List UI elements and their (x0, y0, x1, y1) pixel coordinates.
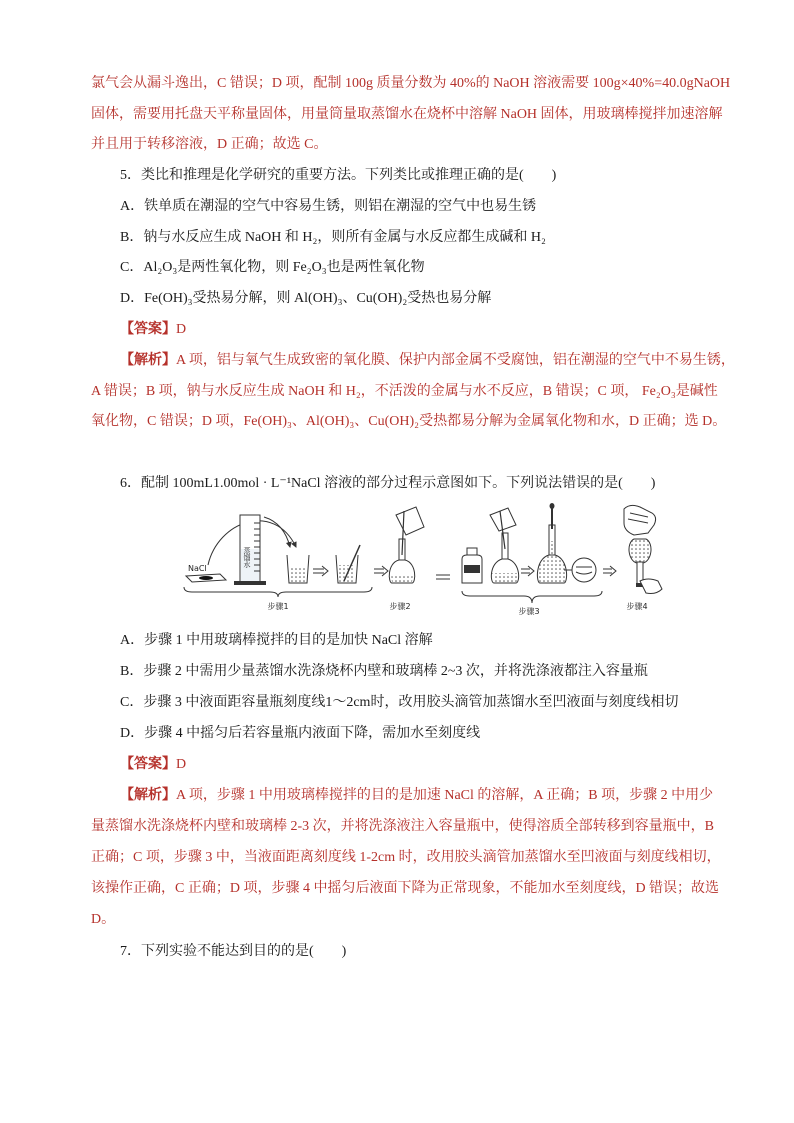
question-5-explanation-line (120, 351, 735, 371)
beaker-empty (287, 555, 309, 583)
prev-explanation-line: 并且用于转移溶液，D 正确；故选 C。 (91, 137, 328, 152)
question-6-answer (120, 755, 186, 775)
step-4-label: 步骤4 (626, 602, 648, 611)
question-6-explanation-line: D。 (91, 912, 116, 927)
explanation-text: A 项，铝与氧气生成致密的氧化膜、保护内部金属不受腐蚀，铝在潮湿的空气中不易生锈， (176, 353, 735, 368)
question-6-option-c: C．步骤 3 中液面距容量瓶刻度线1～2cm时，改用胶头滴管加蒸馏水至凹液面与刻度线相切 (120, 695, 679, 710)
reagent-bottle (462, 548, 482, 583)
explanation-label: 【解析】 (120, 788, 176, 803)
step-4-group (624, 505, 662, 611)
answer-label: 【答案】 (120, 757, 176, 772)
question-6-explanation-line: 正确；C 项，步骤 3 中，当液面距离刻度线 1-2cm 时，改用胶头滴管加蒸馏水至凹液面与刻度线相切， (91, 850, 721, 865)
question-6-option-b: B．步骤 2 中需用少量蒸馏水洗涤烧杯内壁和玻璃棒 2~3 次，并将洗涤液都注入容量瓶 (120, 664, 648, 679)
question-6-option-d: D．步骤 4 中摇匀后若容量瓶内液面下降，需加水至刻度线 (120, 726, 481, 741)
beaker-with-stirring-rod (336, 545, 360, 583)
flask-with-dropper (537, 503, 566, 583)
brace-step-3 (462, 591, 602, 603)
explanation-text: A 项，步骤 1 中用玻璃棒搅拌的目的是加速 NaCl 的溶解，A 正确；B 项，步骤 2 中用少 (176, 788, 714, 803)
question-5-option-d: D．Fe(OH)₃受热易分解，则 Al(OH)₃、Cu(OH)₂受热也易分解 (120, 291, 492, 306)
arrow-right-icon (603, 566, 616, 576)
hand-icon (624, 505, 656, 535)
question-5-option-c: C．Al₂O₃是两性氧化物，则 Fe₂O₃也是两性氧化物 (120, 260, 425, 275)
water-label: 蒸馏水 (243, 547, 251, 568)
answer-label: 【答案】 (120, 322, 176, 337)
step-1-group (184, 515, 372, 611)
watch-glass-nacl (186, 564, 226, 582)
question-5-option-b: B．钠与水反应生成 NaOH 和 H₂，则所有金属与水反应都生成碱和 H₂ (120, 230, 546, 245)
arrow-right-icon (374, 566, 388, 576)
nacl-label: NaCl (188, 564, 207, 573)
question-5-option-a: A．铁单质在潮湿的空气中容易生锈，则铝在潮湿的空气中也易生锈 (120, 199, 537, 214)
question-6-explanation-line: 量蒸馏水洗涤烧杯内壁和玻璃棒 2-3 次，并将洗涤液注入容量瓶中，使得溶质全部转移到容量瓶中，B (91, 819, 714, 834)
brace-step-1 (184, 587, 372, 597)
answer-value: D (176, 757, 187, 772)
question-7-stem: 7．下列实验不能达到目的的是( ) (120, 944, 347, 959)
solution-preparation-figure (178, 503, 668, 618)
question-6-option-a: A．步骤 1 中用玻璃棒搅拌的目的是加快 NaCl 溶解 (120, 633, 433, 648)
step-3-group (462, 503, 602, 616)
question-6-explanation-line: 该操作正确，C 正确；D 项，步骤 4 中摇匀后液面下降为正常现象，不能加水至刻度线，D 错误；故选 (91, 881, 720, 896)
question-5-explanation-line: 氧化物，C 错误；D 项，Fe(OH)₃、Al(OH)₃、Cu(OH)₂受热都易分解为金属氧化物和水，D 正确；选 D。 (91, 414, 727, 429)
prev-explanation-line: 固体，需要用托盘天平称量固体，用量筒量取蒸馏水在烧杯中溶解 NaOH 固体，用玻璃棒搅拌加速溶解 (91, 107, 723, 122)
hand-icon (640, 579, 662, 594)
step-1-label: 步骤1 (267, 602, 289, 611)
step-2-label: 步骤2 (389, 602, 411, 611)
question-5-answer (120, 320, 186, 340)
prev-explanation-line: 氯气会从漏斗逸出，C 错误；D 项，配制 100g 质量分数为 40%的 NaOH 溶液需要 100g×40%=40.0gNaOH (91, 76, 731, 91)
question-6-stem: 6．配制 100mL1.00mol · L⁻¹NaCl 溶液的部分过程示意图如下。下列说法错误的是( ) (120, 476, 656, 491)
explanation-label: 【解析】 (120, 353, 176, 368)
step-2-group (389, 507, 424, 611)
arrow-right-icon (313, 566, 328, 576)
question-5-stem: 5．类比和推理是化学研究的重要方法。下列类比或推理正确的是( ) (120, 168, 557, 183)
arrow-equals-icon (436, 575, 450, 579)
step-3-label: 步骤3 (518, 607, 540, 616)
question-5-explanation-line: A 错误；B 项，钠与水反应生成 NaOH 和 H₂，不活泼的金属与水不反应，B 错误；C 项， Fe₂O₃是碱性 (91, 384, 718, 399)
question-6-explanation-line (120, 786, 714, 806)
volumetric-flask (491, 533, 518, 583)
answer-value: D (176, 322, 187, 337)
meniscus-detail (564, 558, 596, 582)
arrow-right-icon (521, 566, 534, 576)
